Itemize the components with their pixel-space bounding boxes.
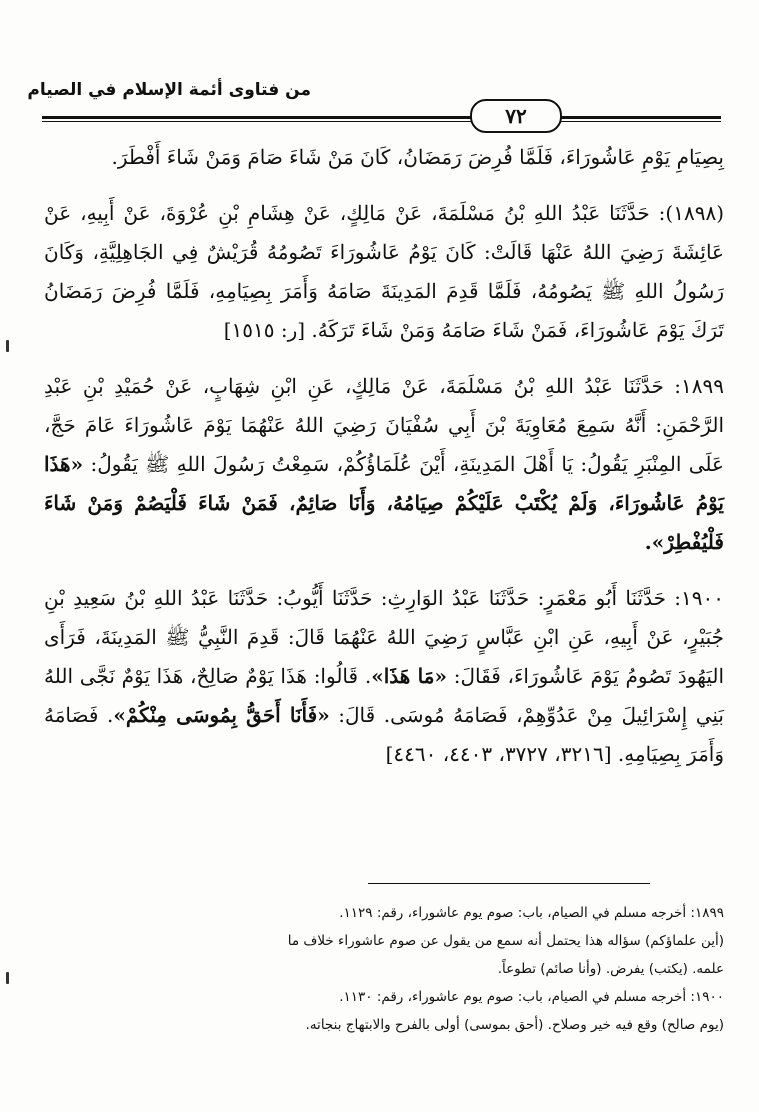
footnote-line: ١٩٠٠: أخرجه مسلم في الصيام، باب: صوم يوم عاشوراء، رقم: ١١٣٠.: [339, 989, 724, 1005]
running-header-title: من فتاوى أئمة الإسلام في الصيام: [27, 80, 311, 100]
hadith-1900-text-b: . قَالُوا: هَذَا يَوْمٌ صَالِحٌ، هَذَا يَوْمٌ نَجَّى اللهُ بَنِي إِسْرَائِيلَ مِنْ عَدُوِّهِمْ، فَصَامَهُ مُوسَى. قَالَ:: [44, 664, 724, 727]
hadith-1900-text-a: ١٩٠٠: حَدَّثَنَا أَبُو مَعْمَرٍ: حَدَّثَنَا عَبْدُ الوَارِثِ: حَدَّثَنَا أَيُّوبُ: حَدَّثَنَا عَبْدُ اللهِ بْنُ سَعِيدِ بْنِ جُبَيْرٍ، عَنْ أَبِيهِ، عَنِ ابْنِ عَبَّاسٍ رَضِيَ اللهُ عَنْهُمَا قَالَ: قَدِمَ النَّبِيُّ ﷺ المَدِينَةَ، فَرَأَى اليَهُودَ تَصُومُ يَوْمَ عَاشُورَاءَ، فَقَالَ:: [44, 586, 725, 688]
hadith-1900-quote-2: «فَأَنَا أَحَقُّ بِمُوسَى مِنْكُمْ»: [113, 703, 330, 727]
footnote-line: علمه. (يكتب) يفرض. (وأنا صائم) تطوعاً.: [497, 961, 724, 977]
scan-margin-mark: [6, 340, 9, 352]
hadith-1899: [44, 367, 724, 562]
footnote-rule: [368, 883, 650, 884]
hadith-1900: [44, 579, 724, 774]
continuation-paragraph: بِصِيَامِ يَوْمِ عَاشُورَاءَ، فَلَمَّا فُرِضَ رَمَضَانُ، كَانَ مَنْ شَاءَ صَامَ وَمَنْ شَاءَ أَفْطَرَ.: [111, 145, 724, 169]
page-number-badge: ٧٢: [470, 99, 562, 133]
scan-margin-mark: [6, 972, 9, 984]
footnote-line: (أين علماؤكم) سؤاله هذا يحتمل أنه سمع من يقول عن صوم عاشوراء خلاف ما: [287, 933, 724, 949]
hadith-1899-text: ١٨٩٩: حَدَّثَنَا عَبْدُ اللهِ بْنُ مَسْلَمَةَ، عَنْ مَالِكٍ، عَنِ ابْنِ شِهَابٍ، عَنْ حُمَيْدِ بْنِ عَبْدِ الرَّحْمَنِ: أَنَّهُ سَمِعَ مُعَاوِيَةَ بْنَ أَبِي سُفْيَانَ رَضِيَ اللهُ عَنْهُمَا يَوْمَ عَاشُورَاءَ عَامَ حَجَّ، عَلَى المِنْبَرِ يَقُولُ: يَا أَهْلَ المَدِينَةِ، أَيْنَ عُلَمَاؤُكُمْ، سَمِعْتُ رَسُولَ اللهِ ﷺ يَقُولُ:: [44, 374, 724, 476]
hadith-1900-quote-1: «مَا هَذَا»: [371, 664, 447, 688]
footnote-line: ١٨٩٩: أخرجه مسلم في الصيام، باب: صوم يوم عاشوراء، رقم: ١١٢٩.: [339, 905, 724, 921]
footnotes: [96, 899, 724, 1039]
hadith-1899-quote: «هَذَا يَوْمُ عَاشُورَاءَ، وَلَمْ يُكْتَبْ عَلَيْكُمْ صِيَامُهُ، وَأَنَا صَائِمٌ، فَمَنْ شَاءَ فَلْيَصُمْ وَمَنْ شَاءَ فَلْيُفْطِرْ».: [44, 452, 724, 554]
hadith-1898: (١٨٩٨): حَدَّثَنَا عَبْدُ اللهِ بْنُ مَسْلَمَةَ، عَنْ مَالِكٍ، عَنْ هِشَامِ بْنِ عُرْوَةَ، عَنْ أَبِيهِ، عَنْ عَائِشَةَ رَضِيَ اللهُ عَنْهَا قَالَتْ: كَانَ يَوْمُ عَاشُورَاءَ تَصُومُهُ قُرَيْشٌ فِي الجَاهِلِيَّةِ، وَكَانَ رَسُولُ اللهِ ﷺ يَصُومُهُ، فَلَمَّا قَدِمَ المَدِينَةَ صَامَهُ وَأَمَرَ بِصِيَامِهِ، فَلَمَّا فُرِضَ رَمَضَانُ تَرَكَ يَوْمَ عَاشُورَاءَ، فَمَنْ شَاءَ صَامَهُ وَمَنْ شَاءَ تَرَكَهُ. [ر: ١٥١٥]: [44, 201, 724, 342]
header-rule: [42, 116, 721, 122]
footnote-line: (يوم صالح) وقع فيه خير وصلاح. (أحق بموسى) أولى بالفرح والابتهاج بنجاته.: [305, 1017, 724, 1033]
main-text: [44, 138, 724, 774]
hadith-1900-text-c: . فَصَامَهُ وَأَمَرَ بِصِيَامِهِ. [٣٢١٦، ٣٧٢٧، ٤٤٠٣، ٤٤٦٠]: [44, 703, 724, 766]
